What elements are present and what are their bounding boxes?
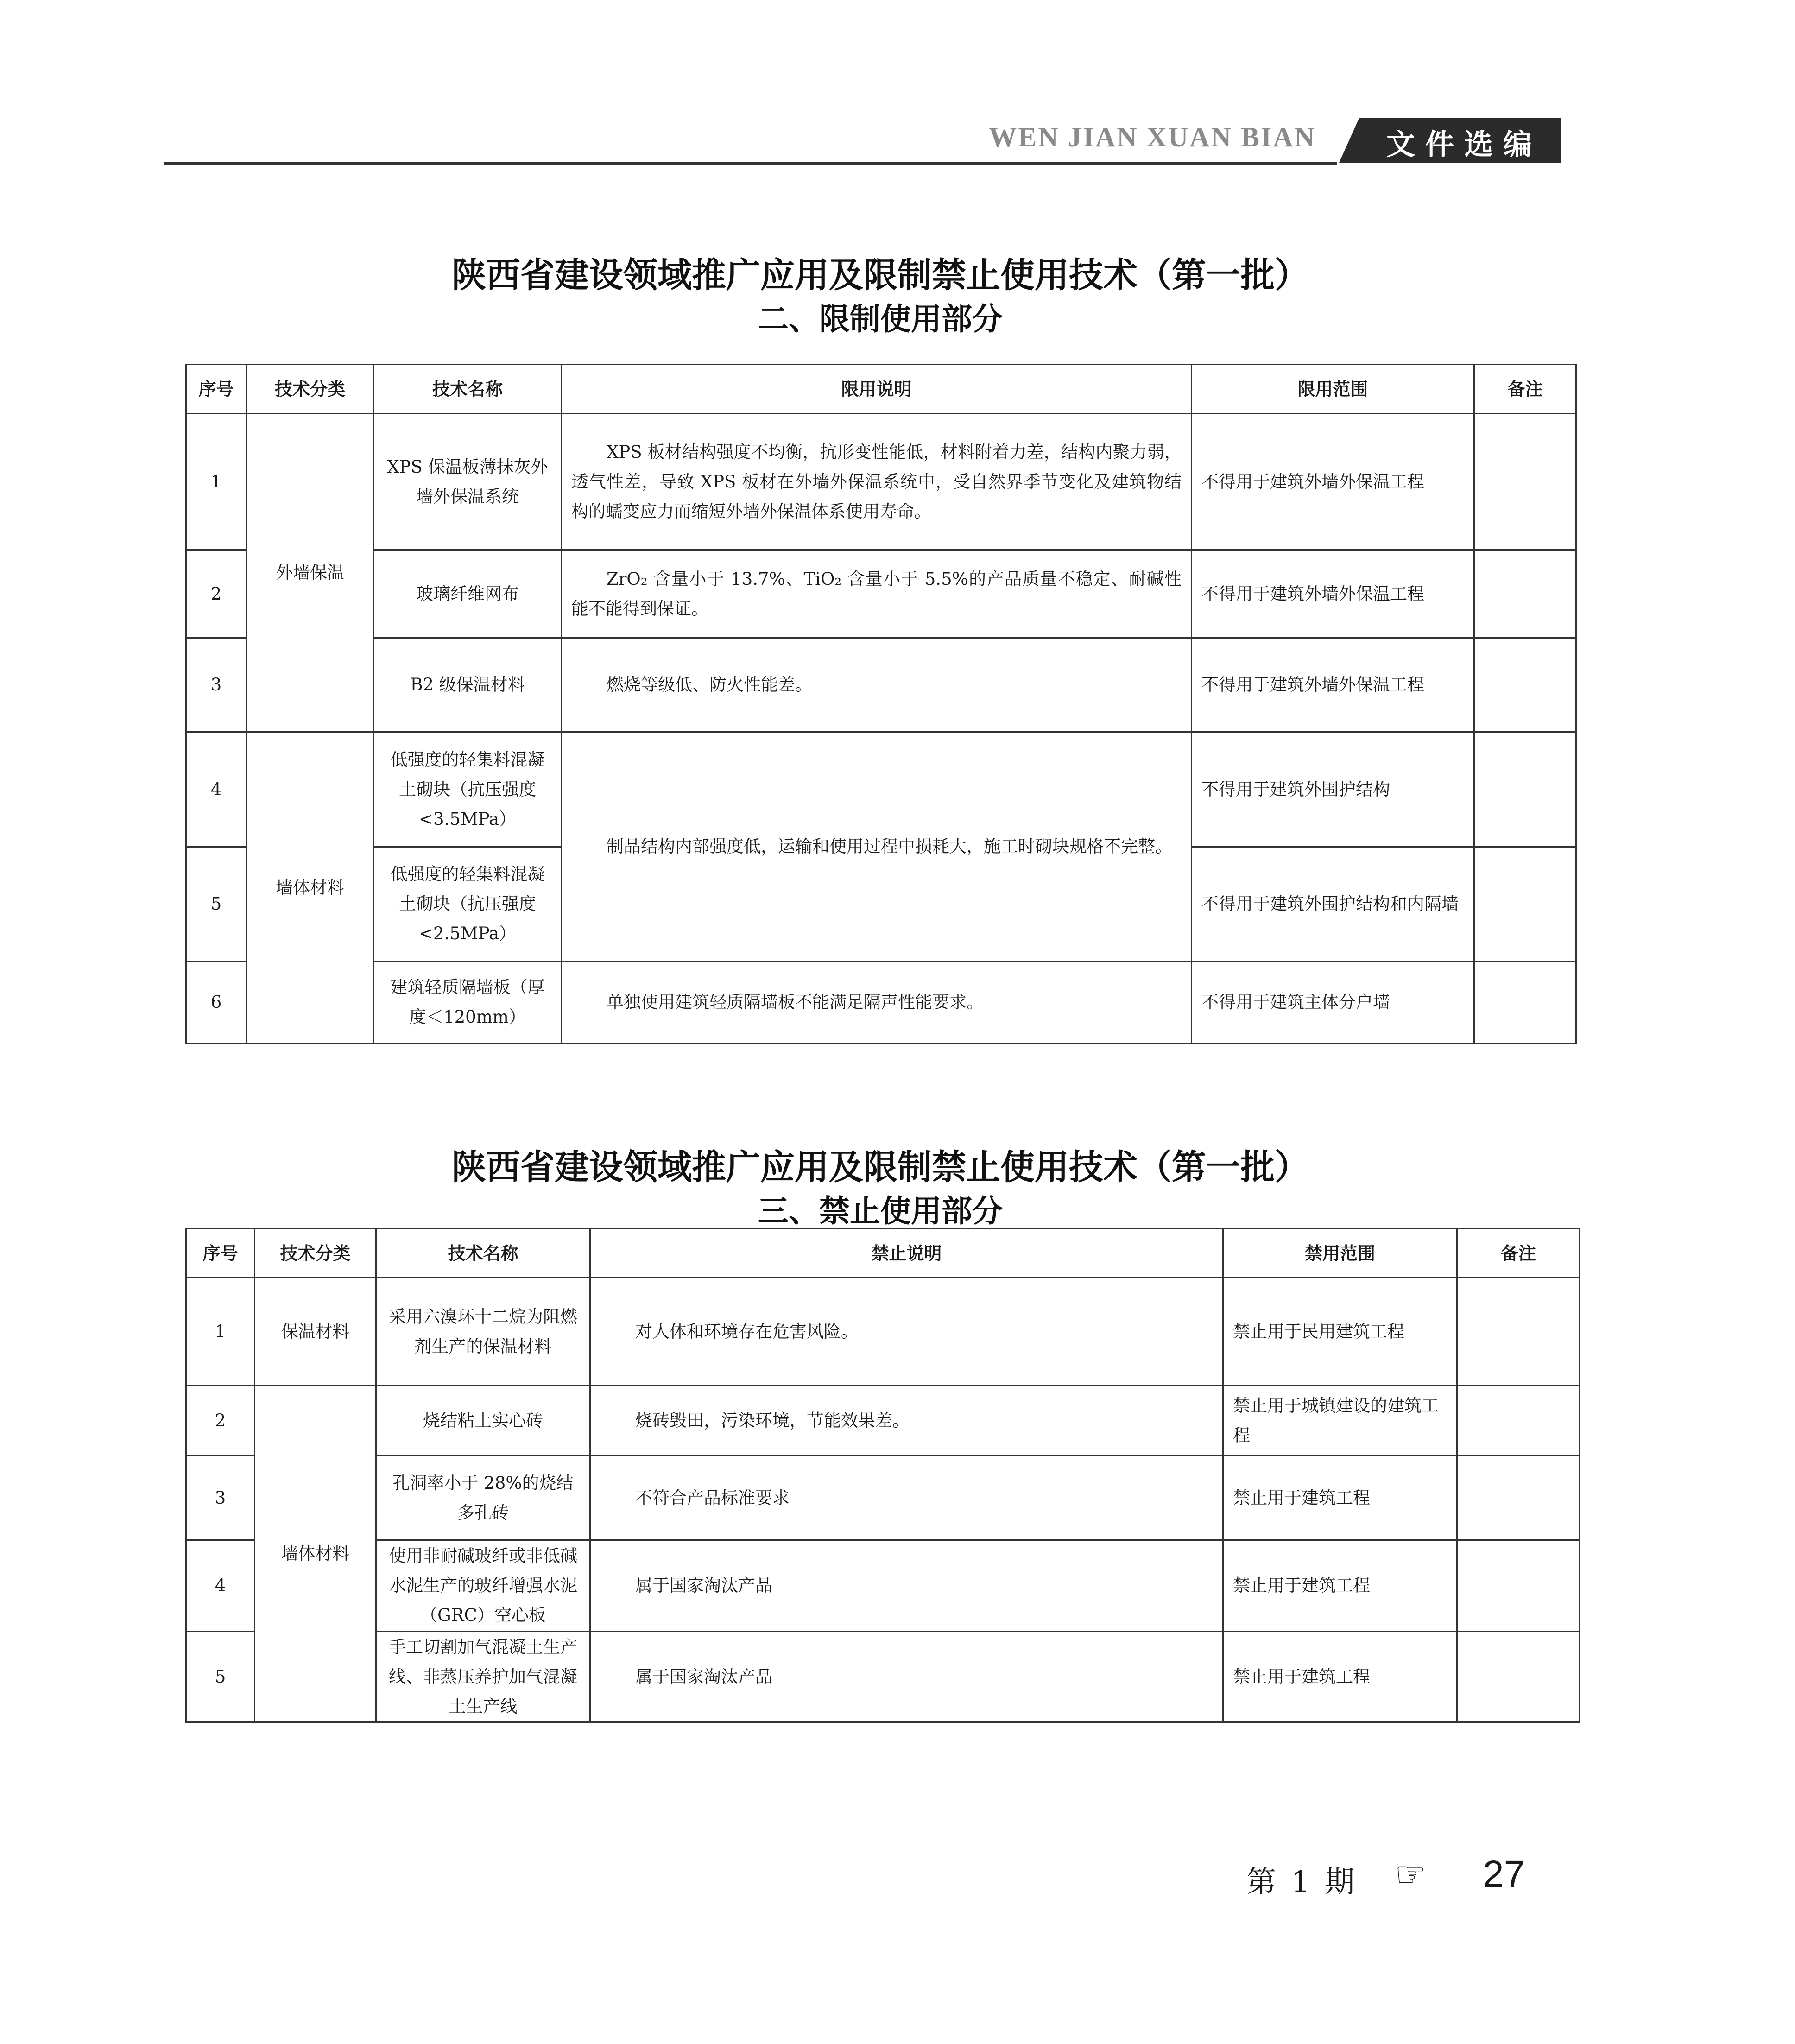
table-row	[186, 1386, 1580, 1456]
prohibited-table	[185, 1228, 1580, 1723]
row-number: 2	[186, 1386, 255, 1456]
note-cell	[1457, 1456, 1580, 1540]
restriction-desc: 单独使用建筑轻质隔墙板不能满足隔声性能要求。	[562, 962, 1192, 1044]
page-number: 27	[1483, 1853, 1525, 1895]
restricted-table	[185, 364, 1577, 1044]
prohibition-scope: 禁止用于城镇建设的建筑工程	[1223, 1386, 1457, 1456]
category-cell: 保温材料	[255, 1278, 376, 1386]
note-cell	[1474, 414, 1576, 550]
restriction-scope: 不得用于建筑外围护结构	[1192, 732, 1474, 847]
tech-name: 采用六溴环十二烷为阻燃剂生产的保温材料	[376, 1278, 590, 1386]
restriction-scope: 不得用于建筑主体分户墙	[1192, 962, 1474, 1044]
row-number: 2	[186, 550, 246, 638]
row-number: 4	[186, 732, 246, 847]
prohibition-scope: 禁止用于民用建筑工程	[1223, 1278, 1457, 1386]
column-header: 技术名称	[374, 365, 562, 414]
note-cell	[1457, 1632, 1580, 1722]
prohibition-desc: 属于国家淘汰产品	[590, 1632, 1223, 1722]
table-row	[186, 732, 1576, 847]
column-header: 序号	[186, 1229, 255, 1278]
restriction-desc: XPS 板材结构强度不均衡，抗形变性能低，材料附着力差，结构内聚力弱，透气性差，导致 XPS 板材在外墙外保温系统中，受自然界季节变化及建筑物结构的蠕变应力而缩短外墙外保温体系使用寿命。	[562, 414, 1192, 550]
restricted-title: 陕西省建设领域推广应用及限制禁止使用技术（第一批）	[452, 255, 1309, 295]
note-cell	[1457, 1278, 1580, 1386]
restriction-scope: 不得用于建筑外墙外保温工程	[1192, 414, 1474, 550]
row-number: 4	[186, 1540, 255, 1632]
table-row	[186, 1278, 1580, 1386]
table-header-row	[186, 365, 1576, 414]
prohibition-desc: 烧砖毁田，污染环境，节能效果差。	[590, 1386, 1223, 1456]
row-number: 6	[186, 962, 246, 1044]
column-header: 序号	[186, 365, 246, 414]
note-cell	[1474, 638, 1576, 732]
column-header: 技术名称	[376, 1229, 590, 1278]
pointing-hand-icon: ☞	[1395, 1854, 1427, 1895]
row-number: 1	[186, 414, 246, 550]
column-header: 备注	[1457, 1229, 1580, 1278]
header-rule	[164, 162, 1337, 165]
column-header: 技术分类	[255, 1229, 376, 1278]
tech-name: XPS 保温板薄抹灰外墙外保温系统	[374, 414, 562, 550]
prohibition-scope: 禁止用于建筑工程	[1223, 1632, 1457, 1722]
table-row	[186, 1632, 1580, 1722]
prohibition-desc: 属于国家淘汰产品	[590, 1540, 1223, 1632]
row-number: 5	[186, 1632, 255, 1722]
prohibition-desc: 对人体和环境存在危害风险。	[590, 1278, 1223, 1386]
tech-name: B2 级保温材料	[374, 638, 562, 732]
column-header: 限用说明	[562, 365, 1192, 414]
category-cell: 墙体材料	[255, 1386, 376, 1722]
tech-name: 建筑轻质隔墙板（厚度＜120mm）	[374, 962, 562, 1044]
prohibited-subtitle: 三、禁止使用部分	[758, 1193, 1003, 1229]
table-row	[186, 1540, 1580, 1632]
table-row	[186, 638, 1576, 732]
category-cell: 墙体材料	[246, 732, 374, 1044]
table-row	[186, 1456, 1580, 1540]
column-header: 禁止说明	[590, 1229, 1223, 1278]
restriction-desc: 制品结构内部强度低，运输和使用过程中损耗大，施工时砌块规格不完整。	[562, 732, 1192, 962]
tech-name: 低强度的轻集料混凝土砌块（抗压强度<2.5MPa）	[374, 847, 562, 962]
row-number: 5	[186, 847, 246, 962]
column-header: 限用范围	[1192, 365, 1474, 414]
note-cell	[1474, 962, 1576, 1044]
tech-name: 孔洞率小于 28%的烧结多孔砖	[376, 1456, 590, 1540]
prohibition-scope: 禁止用于建筑工程	[1223, 1456, 1457, 1540]
header-section-title: 文件选编	[1386, 127, 1542, 161]
prohibition-scope: 禁止用于建筑工程	[1223, 1540, 1457, 1632]
tech-name: 使用非耐碱玻纤或非低碱水泥生产的玻纤增强水泥（GRC）空心板	[376, 1540, 590, 1632]
column-header: 技术分类	[246, 365, 374, 414]
tech-name: 玻璃纤维网布	[374, 550, 562, 638]
note-cell	[1474, 550, 1576, 638]
restriction-scope: 不得用于建筑外墙外保温工程	[1192, 550, 1474, 638]
column-header: 备注	[1474, 365, 1576, 414]
tech-name: 低强度的轻集料混凝土砌块（抗压强度<3.5MPa）	[374, 732, 562, 847]
row-number: 1	[186, 1278, 255, 1386]
category-cell: 外墙保温	[246, 414, 374, 732]
restriction-desc: ZrO₂ 含量小于 13.7%、TiO₂ 含量小于 5.5%的产品质量不稳定、耐碱性能不能得到保证。	[562, 550, 1192, 638]
tech-name: 手工切割加气混凝土生产线、非蒸压养护加气混凝土生产线	[376, 1632, 590, 1722]
prohibited-title: 陕西省建设领域推广应用及限制禁止使用技术（第一批）	[452, 1147, 1309, 1187]
prohibition-desc: 不符合产品标准要求	[590, 1456, 1223, 1540]
issue-number: 第 1 期	[1246, 1865, 1358, 1899]
restriction-desc: 燃烧等级低、防火性能差。	[562, 638, 1192, 732]
note-cell	[1457, 1540, 1580, 1632]
table-row	[186, 414, 1576, 550]
table-row	[186, 550, 1576, 638]
tech-name: 烧结粘土实心砖	[376, 1386, 590, 1456]
note-cell	[1474, 847, 1576, 962]
table-header-row	[186, 1229, 1580, 1278]
restricted-subtitle: 二、限制使用部分	[758, 301, 1003, 337]
note-cell	[1474, 732, 1576, 847]
note-cell	[1457, 1386, 1580, 1456]
row-number: 3	[186, 638, 246, 732]
table-row	[186, 962, 1576, 1044]
row-number: 3	[186, 1456, 255, 1540]
header-pinyin: WEN JIAN XUAN BIAN	[989, 122, 1316, 152]
restriction-scope: 不得用于建筑外墙外保温工程	[1192, 638, 1474, 732]
restriction-scope: 不得用于建筑外围护结构和内隔墙	[1192, 847, 1474, 962]
column-header: 禁用范围	[1223, 1229, 1457, 1278]
